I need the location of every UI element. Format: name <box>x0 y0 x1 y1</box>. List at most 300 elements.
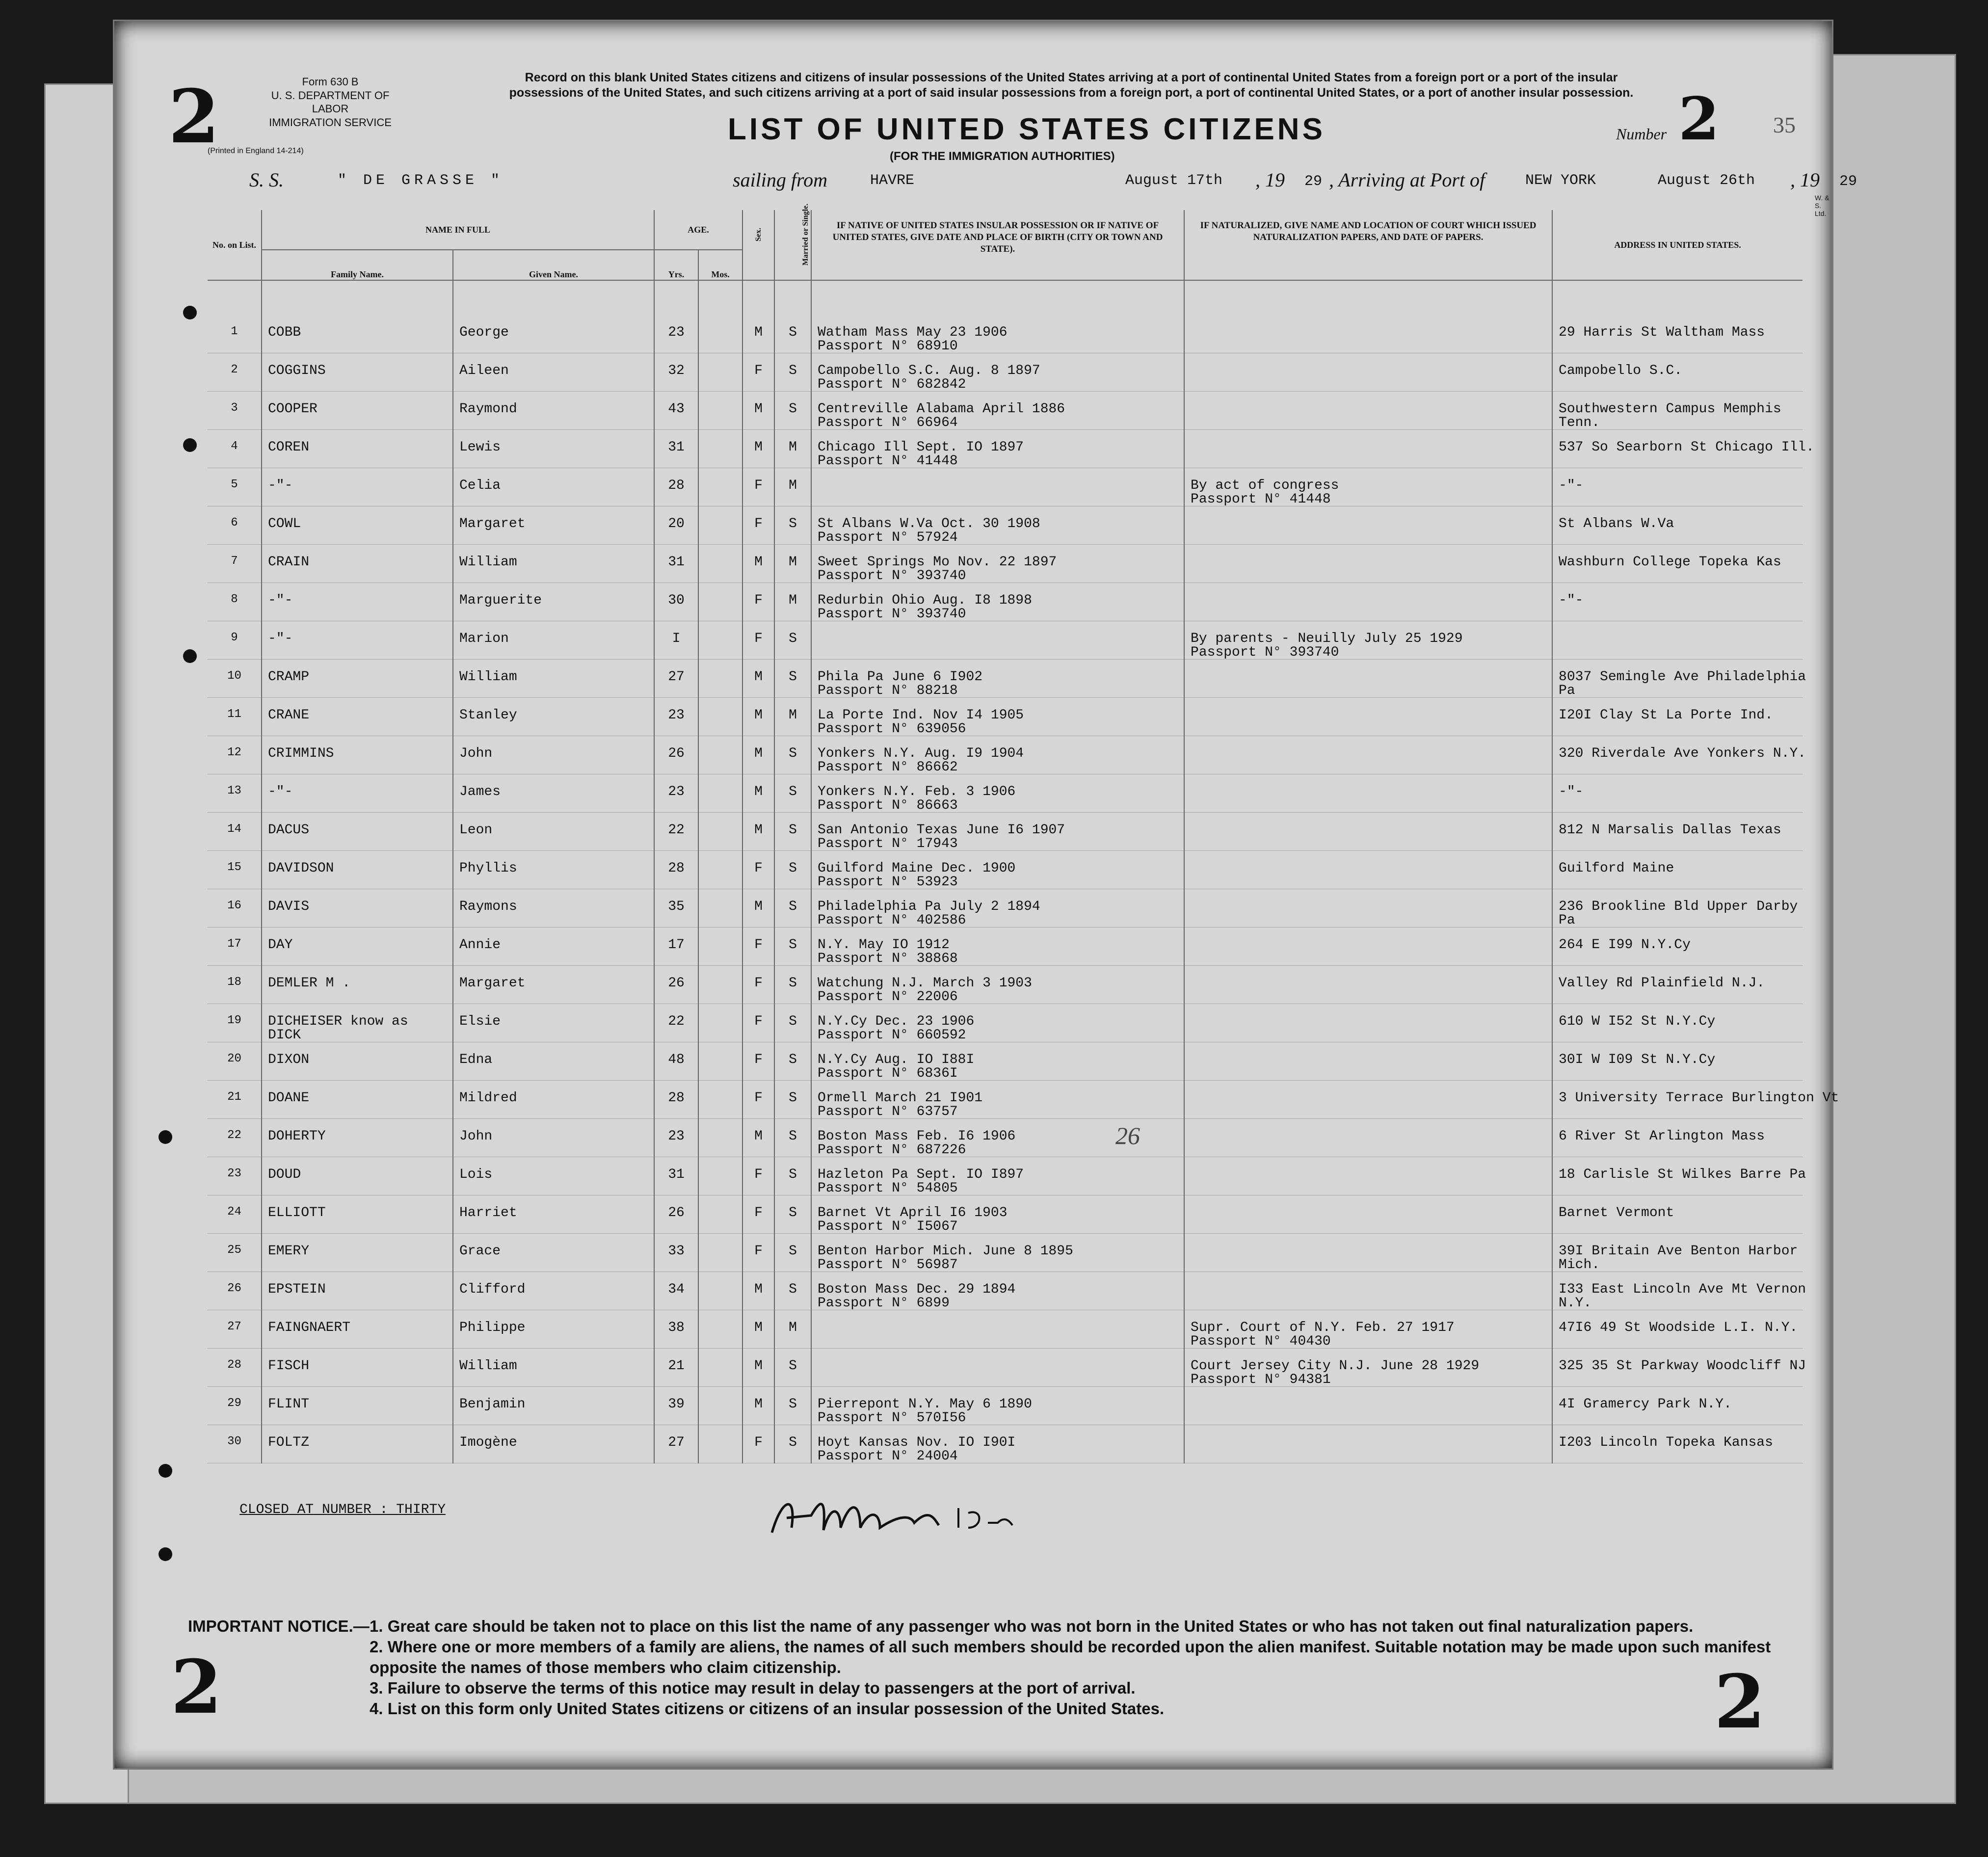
given-name: Grace <box>459 1244 501 1259</box>
given-name: William <box>459 669 517 685</box>
address-cell <box>1552 774 1802 813</box>
address-cell <box>1552 1234 1802 1272</box>
age-months-cell <box>698 1425 742 1463</box>
family-name-cell <box>262 1425 453 1463</box>
address-cell <box>1552 1425 1802 1463</box>
address-cell <box>1552 1157 1806 1195</box>
sailing-from-label: sailing from <box>733 169 827 191</box>
age-years-cell <box>654 1119 698 1157</box>
marital-status-cell <box>774 1042 811 1081</box>
row-no: 13 <box>227 784 241 797</box>
marital-status: S <box>789 899 797 914</box>
header-row-1 <box>208 210 1802 250</box>
marital-status: S <box>789 1282 797 1297</box>
sex-cell <box>742 1119 774 1157</box>
family-name: DAY <box>268 937 293 953</box>
given-name-cell <box>453 928 654 966</box>
given-name: Mildred <box>459 1090 517 1106</box>
address: Valley Rd Plainfield N.J. <box>1559 976 1765 991</box>
family-name: DOUD <box>268 1167 301 1182</box>
naturalization-details-cell <box>1184 1272 1552 1310</box>
age-years-cell <box>654 468 698 506</box>
address-cell <box>1552 545 1802 583</box>
given-name-cell <box>453 813 654 851</box>
family-name: EMERY <box>268 1244 310 1259</box>
age-years: 23 <box>668 708 685 723</box>
marital-status-cell <box>774 430 811 468</box>
sex: M <box>754 1129 763 1144</box>
given-name-cell <box>453 774 654 813</box>
list-number-label: Number <box>1616 125 1667 143</box>
age-years-cell <box>654 353 698 392</box>
age-years: 31 <box>668 555 685 570</box>
age-months-cell <box>698 736 742 774</box>
address: 325 35 St Parkway Woodcliff NJ <box>1559 1358 1806 1374</box>
sex-cell <box>742 1195 774 1234</box>
table-row <box>208 1425 1802 1463</box>
given-name: Marguerite <box>459 593 542 608</box>
naturalization-details-cell <box>1184 774 1552 813</box>
row-no: 9 <box>231 631 238 644</box>
sex-cell <box>742 1081 774 1119</box>
table-row <box>208 506 1802 545</box>
row-no: 2 <box>231 363 238 376</box>
age-months-cell <box>698 1310 742 1349</box>
arriving-label: , Arriving at Port of <box>1329 169 1485 191</box>
birth-details: Centreville Alabama April 1886 <box>818 401 1065 417</box>
family-name-cell <box>262 1081 453 1119</box>
marital-status-cell <box>774 315 811 353</box>
birth-details-cell <box>811 392 1184 430</box>
age-years: 39 <box>668 1397 685 1412</box>
birth-details-line2: Passport N° 86662 <box>818 760 958 775</box>
age-months-cell <box>698 1004 742 1042</box>
table-row <box>208 1042 1802 1081</box>
row-no: 1 <box>231 325 238 338</box>
sex-cell <box>742 1272 774 1310</box>
given-name-cell <box>453 1042 654 1081</box>
marital-status-cell <box>774 1081 811 1119</box>
row-no-cell <box>208 1387 262 1425</box>
row-no: 21 <box>227 1090 241 1104</box>
marital-status: M <box>789 593 797 608</box>
family-name-cell <box>262 353 453 392</box>
row-no-cell <box>208 1310 262 1349</box>
age-months-cell <box>698 1272 742 1310</box>
sex: F <box>754 1435 763 1450</box>
birth-details-line2: Passport N° 24004 <box>818 1449 958 1464</box>
marital-status: S <box>789 746 797 761</box>
naturalization-details-cell <box>1184 928 1552 966</box>
age-months-cell <box>698 1157 742 1195</box>
naturalization-details-cell <box>1184 1425 1552 1463</box>
birth-details-cell <box>811 430 1184 468</box>
birth-details-cell <box>811 698 1184 736</box>
given-name: Aileen <box>459 363 509 378</box>
age-years: 20 <box>668 516 685 531</box>
birth-details-line2: Passport N° 57924 <box>818 530 958 545</box>
age-years: 26 <box>668 976 685 991</box>
age-years-cell <box>654 774 698 813</box>
age-years: I <box>672 631 681 646</box>
row-no: 24 <box>227 1205 241 1219</box>
marital-status: S <box>789 669 797 685</box>
given-name: Celia <box>459 478 501 493</box>
address: 4I Gramercy Park N.Y. <box>1559 1397 1732 1412</box>
family-name-cell <box>262 1234 453 1272</box>
address: Barnet Vermont <box>1559 1205 1674 1220</box>
given-name: John <box>459 1129 493 1144</box>
marital-status-cell <box>774 1310 811 1349</box>
marital-status-cell <box>774 1119 811 1157</box>
sex: M <box>754 822 763 838</box>
row-no: 6 <box>231 516 238 530</box>
sex-cell <box>742 315 774 353</box>
birth-details-line2: Passport N° 22006 <box>818 989 958 1005</box>
sheet-number-bottom-left: 2 <box>171 1644 222 1730</box>
family-name: FISCH <box>268 1358 310 1374</box>
row-no-cell <box>208 698 262 736</box>
given-name: Lois <box>459 1167 493 1182</box>
address: I203 Lincoln Topeka Kansas <box>1559 1435 1773 1450</box>
naturalization-details-cell <box>1184 889 1552 928</box>
birth-details-line2: Passport N° 88218 <box>818 683 958 698</box>
family-name: DAVIDSON <box>268 861 334 876</box>
naturalization-details: By parents - Neuilly July 25 1929 <box>1191 631 1463 646</box>
sex-cell <box>742 813 774 851</box>
given-name: Lewis <box>459 440 501 455</box>
address-cell <box>1552 660 1806 698</box>
family-name-cell <box>262 660 453 698</box>
given-name: Edna <box>459 1052 493 1067</box>
marital-status: S <box>789 363 797 378</box>
sex-cell <box>742 621 774 660</box>
age-years: 48 <box>668 1052 685 1067</box>
sex-cell <box>742 928 774 966</box>
table-row <box>208 392 1802 430</box>
row-no: 20 <box>227 1052 241 1065</box>
address: 47I6 49 St Woodside L.I. N.Y. <box>1559 1320 1798 1335</box>
age-months-cell <box>698 583 742 621</box>
given-name-cell <box>453 1272 654 1310</box>
row-no-cell <box>208 315 262 353</box>
row-no: 26 <box>227 1282 241 1295</box>
sheet-number-bottom-right: 2 <box>1714 1659 1766 1745</box>
row-no: 16 <box>227 899 241 912</box>
address-line2: Pa <box>1559 913 1575 928</box>
naturalization-details-cell <box>1184 1310 1552 1349</box>
age-years: 28 <box>668 1090 685 1106</box>
given-name-cell <box>453 851 654 889</box>
department-name: U. S. DEPARTMENT OF LABOR <box>271 89 390 115</box>
notice-item-4: 4. List on this form only United States citizens or citizens of an insular possession of the United States. <box>370 1699 1165 1718</box>
marital-status: S <box>789 401 797 417</box>
punch-hole <box>159 1464 172 1478</box>
sex-cell <box>742 851 774 889</box>
given-name: Raymons <box>459 899 517 914</box>
family-name: DOHERTY <box>268 1129 326 1144</box>
row-no-cell <box>208 506 262 545</box>
row-no: 30 <box>227 1435 241 1448</box>
family-name-cell <box>262 1310 453 1349</box>
row-no-cell <box>208 1195 262 1234</box>
col-header-birth: IF NATIVE OF UNITED STATES INSULAR POSSESSION OR IF NATIVE OF UNITED STATES, GIVE DATE AND PLACE OF BIRTH (CITY OR TOWN AND STATE). <box>811 210 1184 280</box>
table-row <box>208 1272 1802 1310</box>
table-row <box>208 315 1802 353</box>
row-no-cell <box>208 583 262 621</box>
service-name: IMMIGRATION SERVICE <box>269 116 392 129</box>
birth-details-cell <box>811 1157 1184 1195</box>
table-row <box>208 774 1802 813</box>
birth-details: Campobello S.C. Aug. 8 1897 <box>818 363 1040 378</box>
birth-details: St Albans W.Va Oct. 30 1908 <box>818 516 1040 531</box>
table-row <box>208 851 1802 889</box>
age-years-cell <box>654 1081 698 1119</box>
marital-status: S <box>789 516 797 531</box>
given-name: Margaret <box>459 516 526 531</box>
col-header-sex-text: Sex. <box>754 228 763 241</box>
birth-details-cell <box>811 1081 1184 1119</box>
address-cell <box>1552 583 1802 621</box>
age-months-cell <box>698 621 742 660</box>
row-no-cell <box>208 1425 262 1463</box>
marital-status-cell <box>774 1272 811 1310</box>
form-header-block <box>257 75 404 129</box>
naturalization-details: Court Jersey City N.J. June 28 1929 <box>1191 1358 1480 1374</box>
birth-details-cell <box>811 736 1184 774</box>
given-name: John <box>459 746 493 761</box>
sex: F <box>754 631 763 646</box>
family-name: FLINT <box>268 1397 310 1412</box>
sex-cell <box>742 1387 774 1425</box>
row-no-cell <box>208 353 262 392</box>
age-years-cell <box>654 1157 698 1195</box>
marital-status-cell <box>774 506 811 545</box>
marital-status: M <box>789 1320 797 1335</box>
address: 39I Britain Ave Benton Harbor <box>1559 1244 1798 1259</box>
given-name-cell <box>453 1119 654 1157</box>
address: 8037 Semingle Ave Philadelphia <box>1559 669 1806 685</box>
sex-cell <box>742 1425 774 1463</box>
family-name-cell <box>262 583 453 621</box>
punch-hole <box>183 649 197 663</box>
row-no-cell <box>208 1042 262 1081</box>
row-no-cell <box>208 1234 262 1272</box>
given-name-cell <box>453 506 654 545</box>
birth-details: Barnet Vt April I6 1903 <box>818 1205 1007 1220</box>
marital-status: S <box>789 1129 797 1144</box>
age-months-cell <box>698 1119 742 1157</box>
birth-details-line2: Passport N° 17943 <box>818 836 958 851</box>
address: 3 University Terrace Burlington Vt <box>1559 1090 1839 1106</box>
family-name-cell <box>262 1004 453 1042</box>
marital-status-cell <box>774 698 811 736</box>
naturalization-details-cell <box>1184 736 1552 774</box>
birth-details: Chicago Ill Sept. IO 1897 <box>818 440 1024 455</box>
sex: F <box>754 363 763 378</box>
sex-cell <box>742 1310 774 1349</box>
given-name-cell <box>453 660 654 698</box>
birth-details: Ormell March 21 I901 <box>818 1090 983 1106</box>
family-name-cell <box>262 928 453 966</box>
naturalization-details-cell <box>1184 1042 1552 1081</box>
naturalization-details-line2: Passport N° 94381 <box>1191 1372 1331 1387</box>
notice-item-3: 3. Failure to observe the terms of this notice may result in delay to passengers at the port of arrival. <box>370 1679 1136 1697</box>
family-name: -"- <box>268 478 293 493</box>
row-no-cell <box>208 1004 262 1042</box>
marital-status: S <box>789 1397 797 1412</box>
given-name-cell <box>453 468 654 506</box>
naturalization-details-cell <box>1184 1234 1552 1272</box>
marital-status: M <box>789 440 797 455</box>
row-no: 15 <box>227 861 241 874</box>
naturalization-details-cell <box>1184 660 1552 698</box>
col-header-name: NAME IN FULL <box>262 210 654 250</box>
age-months-cell <box>698 889 742 928</box>
address: -"- <box>1559 478 1584 493</box>
address-cell <box>1552 928 1802 966</box>
age-months-cell <box>698 813 742 851</box>
ss-label: S. S. <box>249 169 284 191</box>
age-years-cell <box>654 1425 698 1463</box>
birth-details-line2: Passport N° 570I56 <box>818 1410 966 1426</box>
given-name-cell <box>453 1157 654 1195</box>
birth-details: Philadelphia Pa July 2 1894 <box>818 899 1040 914</box>
row-no-cell <box>208 1349 262 1387</box>
row-no: 18 <box>227 976 241 989</box>
given-name: William <box>459 555 517 570</box>
row-no: 17 <box>227 937 241 951</box>
given-name-cell <box>453 545 654 583</box>
birth-details: N.Y.Cy Aug. IO I88I <box>818 1052 975 1067</box>
family-name-cell <box>262 1042 453 1081</box>
marital-status-cell <box>774 813 811 851</box>
marital-status-cell <box>774 468 811 506</box>
naturalization-details-cell <box>1184 621 1552 660</box>
marital-status-cell <box>774 928 811 966</box>
given-name: Benjamin <box>459 1397 526 1412</box>
birth-details-line2: Passport N° 53923 <box>818 875 958 890</box>
birth-details-cell <box>811 1387 1184 1425</box>
family-name: DEMLER M . <box>268 976 351 991</box>
passenger-rows <box>208 280 1839 1464</box>
age-years-cell <box>654 545 698 583</box>
age-years-cell <box>654 928 698 966</box>
table-row <box>208 1004 1802 1042</box>
list-number-value: 2 <box>1678 84 1720 154</box>
age-years: 21 <box>668 1358 685 1374</box>
naturalization-details-cell <box>1184 1004 1552 1042</box>
naturalization-details-cell <box>1184 583 1552 621</box>
sex: F <box>754 1244 763 1259</box>
sex: M <box>754 708 763 723</box>
family-name-cell <box>262 545 453 583</box>
col-header-sex <box>742 210 774 280</box>
address-line2: Pa <box>1559 683 1575 698</box>
address: I20I Clay St La Porte Ind. <box>1559 708 1773 723</box>
sex-cell <box>742 392 774 430</box>
marital-status-cell <box>774 545 811 583</box>
family-name-line2: DICK <box>268 1028 301 1043</box>
age-months-cell <box>698 774 742 813</box>
address-cell <box>1552 468 1802 506</box>
year-1: 29 <box>1304 173 1323 190</box>
family-name-cell <box>262 1157 453 1195</box>
birth-details-line2: Passport N° 63757 <box>818 1104 958 1119</box>
table-row <box>208 813 1802 851</box>
birth-details-cell <box>811 966 1184 1004</box>
given-name-cell <box>453 966 654 1004</box>
sex-cell <box>742 1349 774 1387</box>
given-name-cell <box>453 1004 654 1042</box>
table-row <box>208 1081 1802 1119</box>
marital-status-cell <box>774 353 811 392</box>
given-name-cell <box>453 698 654 736</box>
family-name: DICHEISER know as <box>268 1014 408 1029</box>
age-years-cell <box>654 1272 698 1310</box>
row-no-cell <box>208 1157 262 1195</box>
age-months-cell <box>698 660 742 698</box>
birth-details-line2: Passport N° 660592 <box>818 1028 966 1043</box>
naturalization-details-cell <box>1184 966 1552 1004</box>
birth-details-cell <box>811 621 1184 660</box>
sex: F <box>754 516 763 531</box>
page-stamp: 35 <box>1773 112 1796 137</box>
age-months-cell <box>698 1042 742 1081</box>
naturalization-details-cell <box>1184 851 1552 889</box>
address: 812 N Marsalis Dallas Texas <box>1559 822 1781 838</box>
marital-status-cell <box>774 1157 811 1195</box>
marital-status: S <box>789 822 797 838</box>
given-name: Raymond <box>459 401 517 417</box>
birth-details-line2: Passport N° 68910 <box>818 339 958 354</box>
sex: M <box>754 746 763 761</box>
age-years: 22 <box>668 1014 685 1029</box>
family-name-cell <box>262 1349 453 1387</box>
family-name-cell <box>262 698 453 736</box>
address: 264 E I99 N.Y.Cy <box>1559 937 1691 953</box>
birth-details-line2: Passport N° 41448 <box>818 453 958 469</box>
row-no: 4 <box>231 440 238 453</box>
address-line2: N.Y. <box>1559 1296 1592 1311</box>
family-name-cell <box>262 1272 453 1310</box>
birth-details-cell <box>811 1310 1184 1349</box>
punch-hole <box>159 1130 172 1144</box>
row-no: 22 <box>227 1129 241 1142</box>
table-row <box>208 583 1802 621</box>
marital-status-cell <box>774 966 811 1004</box>
age-years: 31 <box>668 440 685 455</box>
birth-details-cell <box>811 1004 1184 1042</box>
instructions-text: Record on this blank United States citizens and citizens of insular possessions of the United States arriving at a port of continental United States from a foreign port or a port of the insular possessions of the United States, and such citizens arriving at a port of said insular possessions from a foreign port, a port of continental United States, or a port of another insular possession. <box>509 71 1634 100</box>
row-no-cell <box>208 660 262 698</box>
birth-details: Benton Harbor Mich. June 8 1895 <box>818 1244 1073 1259</box>
family-name: CRIMMINS <box>268 746 334 761</box>
marital-status: S <box>789 1358 797 1374</box>
given-name: William <box>459 1358 517 1374</box>
naturalization-details-cell <box>1184 1349 1552 1387</box>
sex-cell <box>742 506 774 545</box>
marital-status-cell <box>774 1425 811 1463</box>
notice-item-2: 2. Where one or more members of a family are aliens, the names of all such members should be recorded upon the alien manifest. Suitable notation may be made upon such manifest opposite the names of those members who claim citizenship. <box>370 1638 1771 1676</box>
marital-status: S <box>789 861 797 876</box>
sex-cell <box>742 583 774 621</box>
address: 6 River St Arlington Mass <box>1559 1129 1765 1144</box>
row-no-cell <box>208 392 262 430</box>
marital-status: S <box>789 976 797 991</box>
family-name-cell <box>262 1119 453 1157</box>
age-years: 30 <box>668 593 685 608</box>
